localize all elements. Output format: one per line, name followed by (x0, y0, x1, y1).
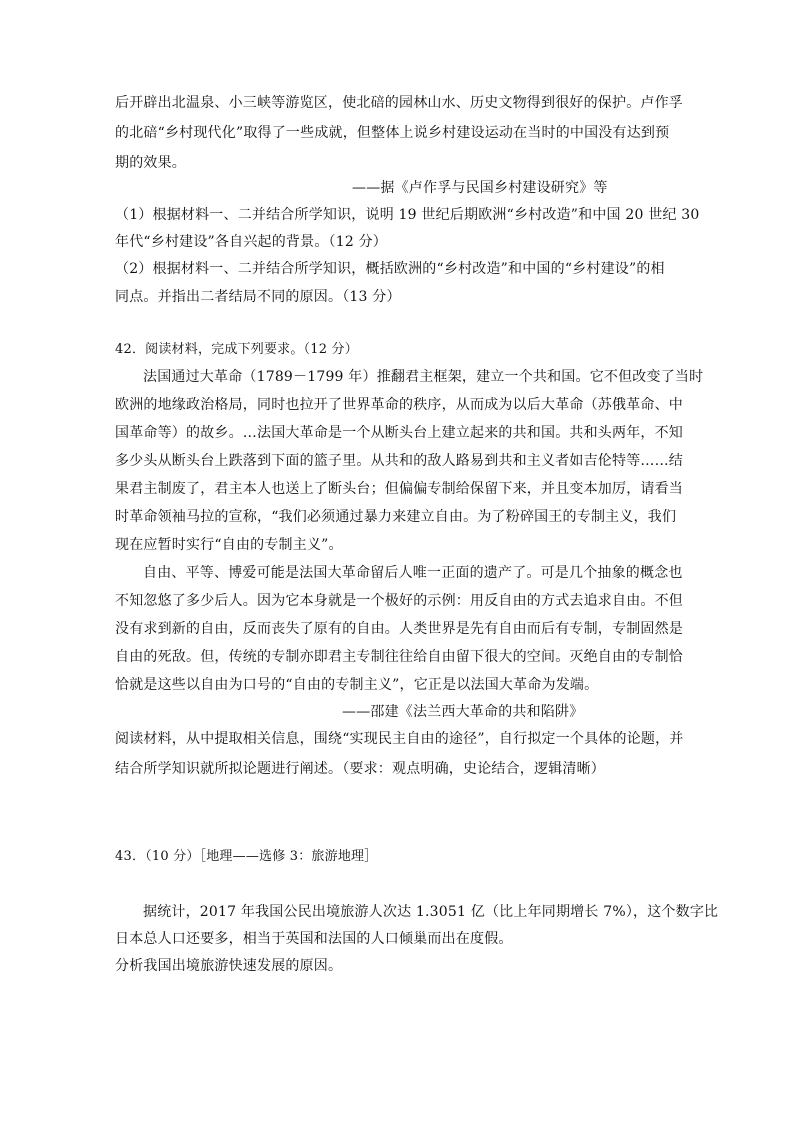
question-heading: 43．（10 分）［地理——选修 3：旅游地理］ (115, 849, 378, 864)
question-line: 年代“乡村建设”各自兴起的背景。（12 分） (115, 234, 387, 250)
passage-line: 日本总人口还要多，相当于英国和法国的人口倾巢而出在度假。 (115, 931, 513, 947)
passage-line: 后开辟出北温泉、小三峡等游览区，使北碚的园林山水、历史文物得到很好的保护。卢作孚 (115, 95, 683, 111)
passage-line: 欧洲的地缘政治格局，同时也拉开了世界革命的秩序，从而成为以后大革命（苏俄革命、中 (115, 397, 683, 413)
source-citation: ——据《卢作孚与民国乡村建设研究》等 (352, 180, 608, 196)
passage-line: 时革命领袖马拉的宣称，“我们必须通过暴力来建立自由。为了粉碎国王的专制主义，我们 (115, 509, 677, 525)
passage-line: 果君主制废了，君主本人也送上了断头台；但偏偏专制给保留下来，并且变本加厉，请看当 (115, 481, 683, 497)
question-line: 同点。并指出二者结局不同的原因。（13 分） (115, 289, 401, 305)
passage-line: 国革命等）的故乡。…法国大革命是一个从断头台上建立起来的共和国。共和头两年，不知 (115, 425, 683, 441)
passage-line: 自由的死敌。但，传统的专制亦即君主专制往往给自由留下很大的空间。灭绝自由的专制恰 (115, 649, 683, 665)
question-line: 阅读材料，从中提取相关信息，围绕“实现民主自由的途径”，自行拟定一个具体的论题，并 (115, 731, 684, 747)
passage-line: 的北碚“乡村现代化”取得了一些成就，但整体上说乡村建设运动在当时的中国没有达到预 (115, 125, 670, 141)
passage-line: 法国通过大革命（1789－1799 年）推翻君主框架，建立一个共和国。它不但改变了当时 (143, 369, 704, 385)
question-line: 分析我国出境旅游快速发展的原因。 (115, 958, 343, 974)
passage-line: 多少头从断头台上跌落到下面的篮子里。从共和的敌人路易到共和主义者如吉伦特等……结 (115, 453, 683, 469)
passage-line: 自由、平等、博爱可能是法国大革命留后人唯一正面的遗产了。可是几个抽象的概念也 (143, 565, 683, 581)
passage-line: 期的效果。 (115, 155, 186, 171)
passage-line: 据统计，2017 年我国公民出境旅游人次达 1.3051 亿（比上年同期增长 7%），这个数字比 (143, 904, 719, 920)
source-citation: ——邵建《法兰西大革命的共和陷阱》 (342, 704, 584, 720)
question-heading: 42．阅读材料，完成下列要求。（12 分） (115, 342, 358, 357)
question-line: （1）根据材料一、二并结合所学知识，说明 19 世纪后期欧洲“乡村改造”和中国 20 世纪 30 (115, 207, 700, 223)
passage-line: 恰就是这些以自由为口号的“自由的专制主义”，它正是以法国大革命为发端。 (115, 677, 599, 693)
passage-line: 现在应暂时实行“自由的专制主义”。 (115, 537, 343, 553)
question-line: （2）根据材料一、二并结合所学知识，概括欧洲的“乡村改造”和中国的“乡村建设”的相 (115, 261, 665, 277)
passage-line: 没有求到新的自由，反而丧失了原有的自由。人类世界是先有自由而后有专制，专制固然是 (115, 621, 683, 637)
passage-line: 不知忽悠了多少后人。因为它本身就是一个极好的示例：用反自由的方式去追求自由。不但 (115, 593, 683, 609)
question-line: 结合所学知识就所拟论题进行阐述。（要求：观点明确，史论结合，逻辑清晰） (115, 761, 605, 777)
